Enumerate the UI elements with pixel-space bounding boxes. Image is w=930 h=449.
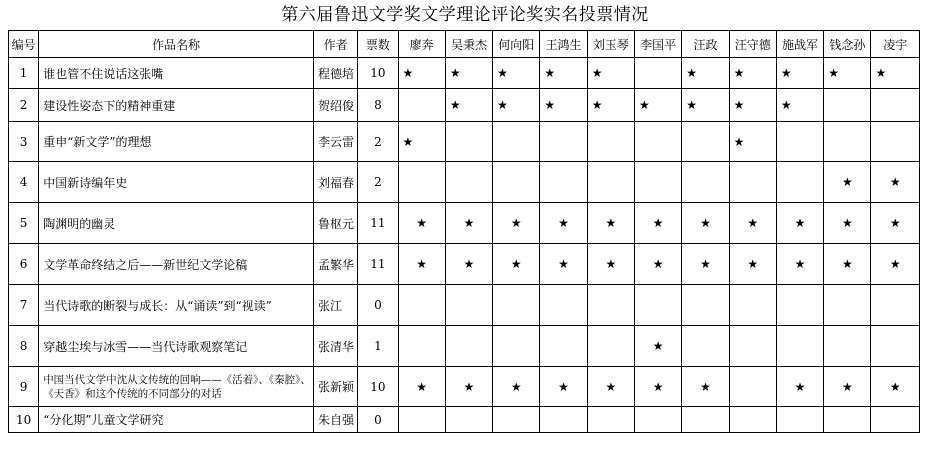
vote-cell-empty [493,122,540,162]
vote-cell-empty [871,407,920,433]
vote-star-icon: ★ [635,203,682,244]
column-header-juror: 汪守德 [729,31,776,58]
table-row [9,89,920,122]
vote-star-icon: ★ [493,89,540,122]
vote-star-icon: ★ [445,203,492,244]
vote-cell-empty [635,162,682,203]
vote-cell-empty [682,285,729,326]
vote-star-icon: ★ [682,203,729,244]
cell-vote-count: 1 [358,326,398,367]
vote-cell-empty [635,407,682,433]
vote-cell-empty [587,407,634,433]
vote-cell-empty [587,122,634,162]
vote-cell-empty [445,326,492,367]
cell-num: 5 [9,203,39,244]
vote-cell-empty [540,122,587,162]
cell-num: 6 [9,244,39,285]
vote-star-icon: ★ [493,58,540,89]
vote-star-icon: ★ [587,244,634,285]
table-row [9,326,920,367]
vote-cell-empty [776,285,823,326]
vote-star-icon: ★ [682,367,729,407]
vote-cell-empty [445,122,492,162]
vote-cell-empty [398,326,445,367]
vote-cell-empty [587,326,634,367]
table-row [9,122,920,162]
vote-cell-empty [540,326,587,367]
cell-vote-count: 10 [358,58,398,89]
vote-cell-empty [398,162,445,203]
vote-star-icon: ★ [729,58,776,89]
column-header-juror: 施战军 [776,31,823,58]
vote-star-icon: ★ [398,122,445,162]
cell-num: 10 [9,407,39,433]
cell-author: 贺绍俊 [313,89,357,122]
vote-star-icon: ★ [587,58,634,89]
table-row [9,367,920,407]
cell-num: 7 [9,285,39,326]
vote-star-icon: ★ [824,58,871,89]
vote-star-icon: ★ [824,367,871,407]
vote-star-icon: ★ [398,367,445,407]
column-header-juror: 王鸿生 [540,31,587,58]
vote-cell-empty [398,285,445,326]
vote-cell-empty [729,285,776,326]
vote-cell-empty [729,162,776,203]
column-header-work: 作品名称 [39,31,314,58]
vote-star-icon: ★ [871,162,920,203]
cell-work-title: 建设性姿态下的精神重建 [39,89,314,122]
vote-cell-empty [776,326,823,367]
table-header-row [9,31,920,58]
vote-star-icon: ★ [540,367,587,407]
vote-star-icon: ★ [871,367,920,407]
cell-vote-count: 11 [358,244,398,285]
vote-cell-empty [824,285,871,326]
vote-star-icon: ★ [587,367,634,407]
cell-vote-count: 8 [358,89,398,122]
vote-star-icon: ★ [493,367,540,407]
column-header-num: 编号 [9,31,39,58]
vote-star-icon: ★ [776,203,823,244]
page-title: 第六届鲁迅文学奖文学理论评论奖实名投票情况 [281,5,649,25]
vote-cell-empty [824,407,871,433]
table-row [9,58,920,89]
vote-star-icon: ★ [682,58,729,89]
vote-star-icon: ★ [729,244,776,285]
vote-star-icon: ★ [871,58,920,89]
vote-cell-empty [493,162,540,203]
cell-num: 3 [9,122,39,162]
cell-author: 张清华 [313,326,357,367]
cell-author: 孟繁华 [313,244,357,285]
table-row [9,162,920,203]
vote-cell-empty [824,326,871,367]
cell-num: 9 [9,367,39,407]
vote-cell-empty [682,122,729,162]
column-header-juror: 何向阳 [493,31,540,58]
vote-cell-empty [493,285,540,326]
vote-star-icon: ★ [445,244,492,285]
vote-cell-empty [635,285,682,326]
column-header-juror: 汪政 [682,31,729,58]
vote-star-icon: ★ [729,122,776,162]
vote-star-icon: ★ [398,244,445,285]
vote-cell-empty [398,89,445,122]
column-header-author: 作者 [313,31,357,58]
vote-cell-empty [776,407,823,433]
cell-work-title: 文学革命终结之后——新世纪文学论稿 [39,244,314,285]
column-header-juror: 刘玉琴 [587,31,634,58]
vote-star-icon: ★ [824,244,871,285]
vote-cell-empty [445,407,492,433]
table-row [9,407,920,433]
cell-work-title: 当代诗歌的断裂与成长：从“诵读”到“视读” [39,285,314,326]
cell-vote-count: 0 [358,407,398,433]
vote-star-icon: ★ [445,58,492,89]
cell-work-title [39,367,314,407]
vote-cell-empty [682,162,729,203]
cell-work-title: “分化期”儿童文学研究 [39,407,314,433]
vote-cell-empty [445,285,492,326]
column-header-juror: 廖奔 [398,31,445,58]
cell-num: 2 [9,89,39,122]
vote-star-icon: ★ [587,89,634,122]
cell-work-title: 陶渊明的幽灵 [39,203,314,244]
vote-star-icon: ★ [493,244,540,285]
cell-author: 张新颖 [313,367,357,407]
vote-star-icon: ★ [635,326,682,367]
table-row [9,244,920,285]
cell-author: 鲁枢元 [313,203,357,244]
vote-cell-empty [635,122,682,162]
vote-star-icon: ★ [824,203,871,244]
vote-star-icon: ★ [776,58,823,89]
vote-cell-empty [682,326,729,367]
vote-cell-empty [871,89,920,122]
table-row [9,285,920,326]
column-header-juror: 凌宇 [871,31,920,58]
vote-star-icon: ★ [540,89,587,122]
vote-cell-empty [540,407,587,433]
vote-cell-empty [635,58,682,89]
cell-vote-count: 0 [358,285,398,326]
vote-cell-empty [729,326,776,367]
column-header-juror: 吴秉杰 [445,31,492,58]
cell-work-title: 谁也管不住说话这张嘴 [39,58,314,89]
column-header-votes: 票数 [358,31,398,58]
vote-star-icon: ★ [540,58,587,89]
vote-cell-empty [445,162,492,203]
vote-star-icon: ★ [540,244,587,285]
cell-author: 朱自强 [313,407,357,433]
vote-star-icon: ★ [682,89,729,122]
vote-star-icon: ★ [776,89,823,122]
vote-star-icon: ★ [729,89,776,122]
vote-cell-empty [493,407,540,433]
work-title-text: 中国当代文学中沈从文传统的回响——《活着》、《秦腔》、《天香》和这个传统的不同部分的对话 [43,373,311,400]
cell-author: 张江 [313,285,357,326]
vote-star-icon: ★ [871,203,920,244]
vote-cell-empty [871,285,920,326]
vote-cell-empty [540,162,587,203]
vote-cell-empty [398,407,445,433]
vote-cell-empty [824,89,871,122]
vote-table [8,30,920,433]
vote-star-icon: ★ [587,203,634,244]
vote-star-icon: ★ [540,203,587,244]
vote-cell-empty [587,162,634,203]
vote-cell-empty [824,122,871,162]
cell-author: 程德培 [313,58,357,89]
vote-star-icon: ★ [445,89,492,122]
vote-star-icon: ★ [445,367,492,407]
vote-star-icon: ★ [398,203,445,244]
cell-vote-count: 10 [358,367,398,407]
cell-work-title: 中国新诗编年史 [39,162,314,203]
cell-work-title: 重申“新文学”的理想 [39,122,314,162]
cell-vote-count: 11 [358,203,398,244]
cell-num: 4 [9,162,39,203]
vote-cell-empty [540,285,587,326]
vote-star-icon: ★ [493,203,540,244]
table-row [9,203,920,244]
vote-star-icon: ★ [824,162,871,203]
vote-star-icon: ★ [635,244,682,285]
vote-cell-empty [871,122,920,162]
vote-cell-empty [493,326,540,367]
vote-cell-empty [729,407,776,433]
vote-star-icon: ★ [776,367,823,407]
vote-cell-empty [682,407,729,433]
cell-vote-count: 2 [358,162,398,203]
cell-work-title: 穿越尘埃与冰雪——当代诗歌观察笔记 [39,326,314,367]
column-header-juror: 李国平 [635,31,682,58]
vote-cell-empty [776,162,823,203]
vote-star-icon: ★ [776,244,823,285]
column-header-juror: 钱念孙 [824,31,871,58]
vote-star-icon: ★ [871,244,920,285]
vote-star-icon: ★ [635,89,682,122]
cell-author: 李云雷 [313,122,357,162]
vote-cell-empty [871,326,920,367]
vote-star-icon: ★ [635,367,682,407]
vote-star-icon: ★ [682,244,729,285]
cell-author: 刘福春 [313,162,357,203]
cell-num: 1 [9,58,39,89]
vote-star-icon: ★ [729,203,776,244]
vote-cell-empty [729,367,776,407]
vote-cell-empty [587,285,634,326]
vote-cell-empty [776,122,823,162]
cell-num: 8 [9,326,39,367]
cell-vote-count: 2 [358,122,398,162]
vote-star-icon: ★ [398,58,445,89]
